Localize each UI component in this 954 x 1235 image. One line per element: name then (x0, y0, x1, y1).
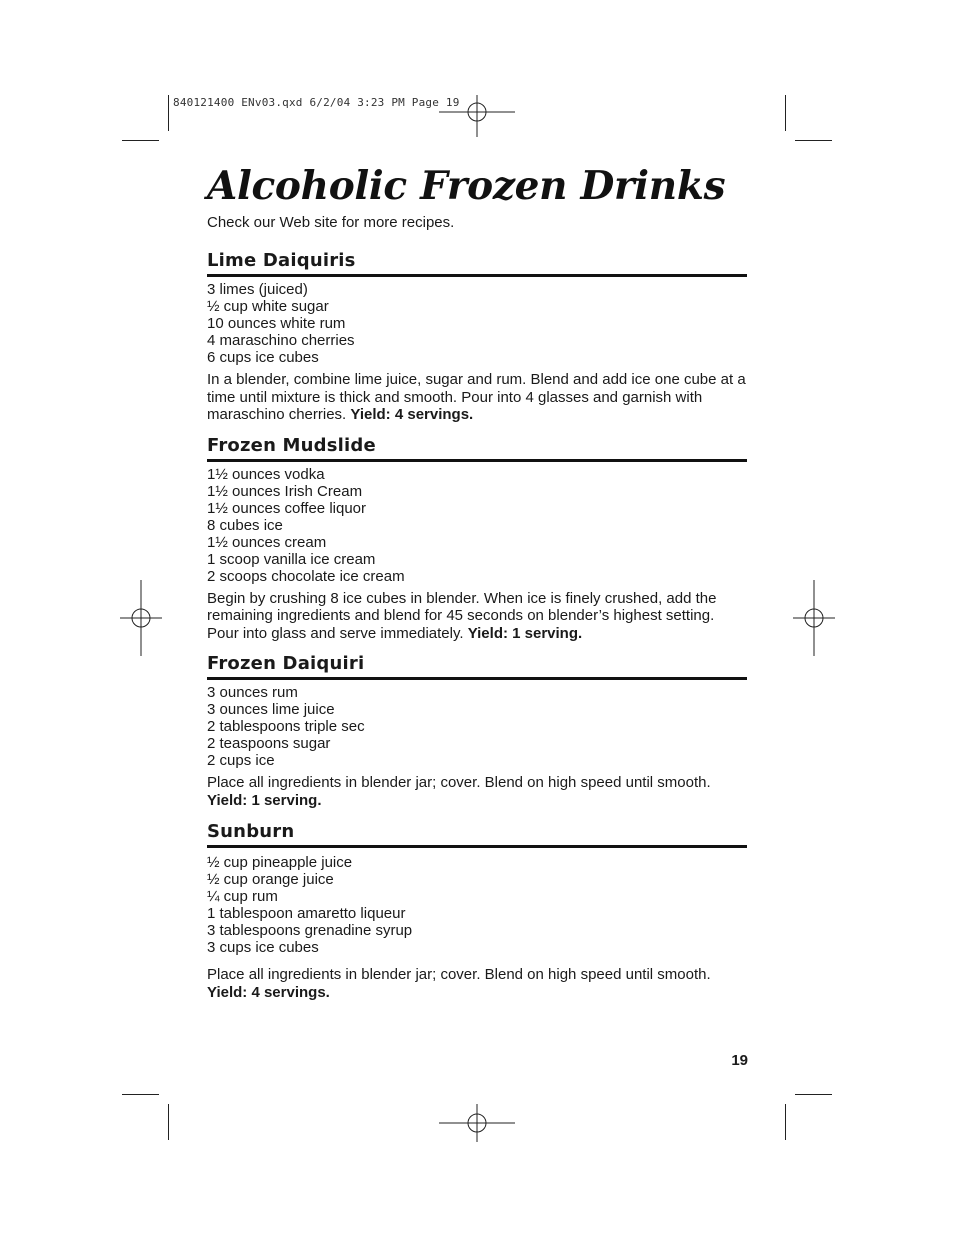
ingredient-item: 1½ ounces Irish Cream (207, 482, 363, 500)
ingredient-item: 1 tablespoon amaretto liqueur (207, 905, 406, 922)
recipe-heading: Frozen Mudslide (207, 435, 747, 462)
yield-text: Yield: 4 servings. (350, 406, 474, 423)
intro-text: Check our Web site for more recipes. (207, 214, 455, 231)
crop-mark (122, 140, 159, 141)
page-content (207, 158, 747, 1001)
ingredient-item: 4 maraschino cherries (207, 332, 355, 349)
ingredient-list (207, 466, 747, 585)
recipe-frozen-daiquiri (207, 653, 747, 809)
ingredient-item: 2 scoops chocolate ice cream (207, 567, 405, 585)
ingredient-item: ½ cup orange juice (207, 871, 334, 888)
registration-mark-icon (793, 580, 835, 656)
yield-text: Yield: 1 serving. (207, 791, 322, 809)
page-number: 19 (731, 1052, 748, 1069)
crop-mark (122, 1094, 159, 1095)
recipe-method (207, 371, 747, 424)
crop-mark (168, 1104, 169, 1140)
ingredient-item: 1½ ounces vodka (207, 465, 325, 483)
registration-mark-icon (439, 95, 515, 137)
recipe-method (207, 774, 747, 809)
ingredient-item: ¼ cup rum (207, 888, 278, 905)
page-title: Alcoholic Frozen Drinks (207, 163, 726, 209)
ingredient-item: 3 limes (juiced) (207, 281, 308, 298)
recipe-heading: Frozen Daiquiri (207, 653, 747, 680)
crop-mark (795, 140, 832, 141)
ingredient-item: ½ cup pineapple juice (207, 854, 353, 871)
registration-mark-icon (439, 1104, 515, 1142)
recipe-method (207, 966, 747, 1001)
ingredient-item: 8 cubes ice (207, 516, 283, 534)
ingredient-item: 2 cups ice (207, 752, 275, 769)
print-slug: 840121400 ENv03.qxd 6/2/04 3:23 PM Page 19 (173, 96, 460, 109)
crop-mark (785, 1104, 786, 1140)
ingredient-item: 3 tablespoons grenadine syrup (207, 922, 413, 939)
recipe-lime-daiquiris (207, 250, 747, 424)
method-text: Place all ingredients in blender jar; cover. Blend on high speed until smooth. (207, 966, 711, 983)
recipe-heading: Sunburn (207, 821, 747, 848)
ingredient-item: 3 ounces lime juice (207, 701, 335, 718)
ingredient-item: 1½ ounces coffee liquor (207, 499, 367, 517)
registration-mark-icon (120, 580, 162, 656)
ingredient-item: 1 scoop vanilla ice cream (207, 550, 376, 568)
recipe-method (207, 590, 747, 643)
yield-text: Yield: 1 serving. (467, 624, 583, 642)
crop-mark (785, 95, 786, 131)
crop-mark (795, 1094, 832, 1095)
recipe-heading: Lime Daiquiris (207, 250, 747, 277)
ingredient-item: ½ cup white sugar (207, 298, 329, 315)
ingredient-item: 2 tablespoons triple sec (207, 718, 365, 735)
recipe-sunburn (207, 821, 747, 1001)
crop-mark (168, 95, 169, 131)
ingredient-item: 1½ ounces cream (207, 533, 327, 551)
ingredient-item: 3 ounces rum (207, 684, 298, 701)
ingredient-item: 3 cups ice cubes (207, 939, 319, 956)
method-text: In a blender, combine lime juice, sugar and rum. Blend and add ice one cube at a time until mixture is thick and smooth. Pour into 4 glasses and garnish with maraschino cherries. (207, 371, 746, 423)
ingredient-item: 2 teaspoons sugar (207, 735, 331, 752)
ingredient-list (207, 854, 747, 956)
method-text: Begin by crushing 8 ice cubes in blender. When ice is finely crushed, add the remaining ingredients and blend for 45 seconds on blender’s highest setting. Pour into glass and serve immediately. (207, 589, 717, 642)
yield-text: Yield: 4 servings. (207, 983, 330, 1001)
ingredient-list (207, 281, 747, 366)
method-text: Place all ingredients in blender jar; cover. Blend on high speed until smooth. (207, 774, 711, 791)
ingredient-list (207, 684, 747, 769)
ingredient-item: 6 cups ice cubes (207, 349, 319, 366)
recipe-frozen-mudslide (207, 435, 747, 643)
ingredient-item: 10 ounces white rum (207, 315, 346, 332)
